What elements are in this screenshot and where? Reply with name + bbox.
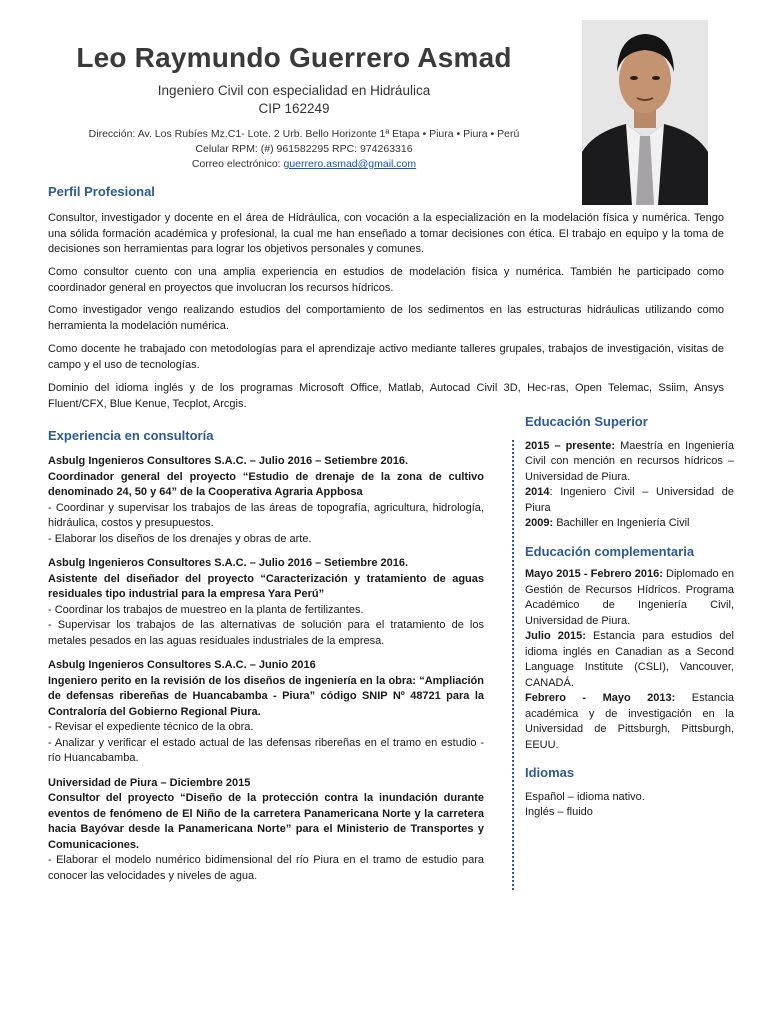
education-item [525, 485, 734, 516]
experience-section-title: Experiencia en consultoría [48, 428, 214, 443]
complementary-section-title: Educación complementaria [525, 543, 695, 559]
education-section-title: Educación Superior [525, 414, 648, 429]
language-item: Inglés – fluido [525, 806, 593, 818]
complementary-date: Mayo 2015 - Febrero 2016: [525, 568, 663, 580]
job-employer: Universidad de Piura – Diciembre 2015 [48, 776, 251, 789]
email-link[interactable]: guerrero.asmad@gmail.com [283, 158, 417, 170]
phone-line: Celular RPM: (#) 961582295 RPC: 974263316 [195, 143, 413, 155]
education-text: : Ingeniero Civil – Universidad de Piura [525, 486, 734, 514]
person-portrait-icon [582, 20, 708, 205]
education-date: 2014 [525, 486, 550, 498]
complementary-item [525, 629, 734, 691]
experience-item [48, 658, 484, 767]
job-bullet: - Analizar y verificar el estado actual de las defensas ribereñas en el tramo en estudio - río Huancabamba. [48, 736, 484, 764]
profile-paragraph: Dominio del idioma inglés y de los programas Microsoft Office, Matlab, Autocad Civil 3D, Hec-ras, Open Telemac, Ssiim, Ansys Fluent/CFX, Blue Kenue, Tecplot, Arcgis. [48, 382, 724, 410]
experience-item [48, 454, 484, 547]
languages-section-title: Idiomas [525, 765, 575, 780]
job-bullet: - Supervisar los trabajos de las alternativas de solución para el tratamiento de los metales pesados en las aguas residuales industriales de la empresa. [48, 619, 484, 647]
cip-number: CIP 162249 [258, 101, 330, 116]
profession-subtitle: Ingeniero Civil con especialidad en Hidráulica [157, 83, 431, 98]
complementary-text: Diplomado en Gestión de Recursos Hídricos. Programa Académico de Ingeniería Civil, Universidad de Piura. [525, 568, 734, 627]
profile-photo [582, 20, 708, 205]
job-bullet: - Coordinar y supervisar los trabajos de las áreas de topografía, agricultura, hidrología, hidráulica, costos y presupuestos. [48, 501, 484, 529]
experience-list [48, 454, 484, 893]
job-bullet: - Elaborar los diseños de los drenajes y obras de arte. [48, 532, 312, 545]
job-bullet: - Coordinar los trabajos de muestreo en la planta de fertilizantes. [48, 603, 364, 616]
language-item: Español – idioma nativo. [525, 790, 645, 803]
profile-paragraph: Como investigador vengo realizando estudios del comportamiento de los sedimentos en las estructuras hidráulicas utilizando como herramienta la modelación numérica. [48, 304, 724, 332]
complementary-item [525, 691, 734, 753]
education-text: Bachiller en Ingeniería Civil [553, 517, 690, 529]
profile-paragraph: Consultor, investigador y docente en el área de Hidráulica, con vocación a la especialización en la modelación física y numérica. Tengo una sólida formación académica y profesional, la cual me han enseñado a tomar decisiones con ética. El trabajo en equipo y la toma de decisiones son herramientas para lograr los objetivos personales y comunes. [48, 212, 724, 255]
profile-section-title: Perfil Profesional [48, 184, 155, 199]
profile-paragraph: Como docente he trabajado con metodologías para el aprendizaje activo mediante talleres grupales, trabajos de investigación, visitas de campo y el uso de tecnologías. [48, 343, 724, 371]
education-date: 2009: [525, 517, 554, 529]
complementary-item [525, 567, 734, 629]
right-column [525, 414, 734, 821]
education-item [525, 516, 734, 532]
education-text: Maestría en Ingeniería Civil con mención en recursos hídricos – Universidad de Piura. [525, 439, 735, 483]
email-label: Correo electrónico: [191, 158, 284, 170]
job-role: Ingeniero perito en la revisión de los diseños de ingeniería en la obra: “Ampliación de defensas ribereñas de Huancabamba - Piura” código SNIP Nº 48721 para la Contraloría del Gobierno Regional Piura. [48, 674, 484, 718]
education-item [525, 439, 734, 486]
complementary-text: Estancia para estudios del idioma inglés en Canadian as a Second Language Institute (CSLI), Vancouver, CANADÁ. [525, 630, 734, 689]
complementary-date: Febrero - Mayo 2013: [525, 692, 676, 704]
job-bullet: - Revisar el expediente técnico de la obra. [48, 721, 254, 733]
candidate-name: Leo Raymundo Guerrero Asmad [76, 42, 512, 73]
job-employer: Asbulg Ingenieros Consultores S.A.C. – Julio 2016 – Setiembre 2016. [48, 557, 409, 569]
job-employer: Asbulg Ingenieros Consultores S.A.C. – Junio 2016 [48, 659, 316, 671]
job-role: Consultor del proyecto “Diseño de la protección contra la inundación durante eventos de fenómeno de El Niño de la carretera Panamericana Norte y la carretera hacia Bayóvar desde la Panamericana Norte” para el Ministerio de Transportes y Comunicaciones. [48, 792, 484, 851]
column-divider [512, 440, 514, 890]
email-line [20, 158, 588, 170]
job-role: Asistente del diseñador del proyecto “Caracterización y tratamiento de aguas residuales tipo industrial para la empresa Yara Perú” [48, 572, 484, 600]
experience-item [48, 776, 484, 885]
complementary-date: Julio 2015: [525, 630, 586, 642]
complementary-text: Estancia académica y de investigación en la Universidad de Pittsburgh, Pittsburgh, EEUU. [525, 692, 734, 751]
job-bullet: - Elaborar el modelo numérico bidimensional del río Piura en el tramo de estudio para conocer las velocidades y niveles de agua. [48, 854, 484, 882]
address-line: Dirección: Av. Los Rubíes Mz.C1- Lote. 2 Urb. Bello Horizonte 1ª Etapa • Piura • Piura • Perú [88, 128, 520, 140]
job-role: Coordinador general del proyecto “Estudio de drenaje de la zona de cultivo denominado 24, 50 y 64” de la Cooperativa Agraria Appbosa [48, 470, 484, 498]
job-employer: Asbulg Ingenieros Consultores S.A.C. – Julio 2016 – Setiembre 2016. [48, 455, 409, 467]
experience-item [48, 556, 484, 649]
profile-paragraph: Como consultor cuento con una amplia experiencia en estudios de modelación física y numérica. También he participado como coordinador general en proyectos que involucran los recursos hídricos. [48, 266, 724, 294]
education-date: 2015 – presente: [525, 439, 616, 452]
